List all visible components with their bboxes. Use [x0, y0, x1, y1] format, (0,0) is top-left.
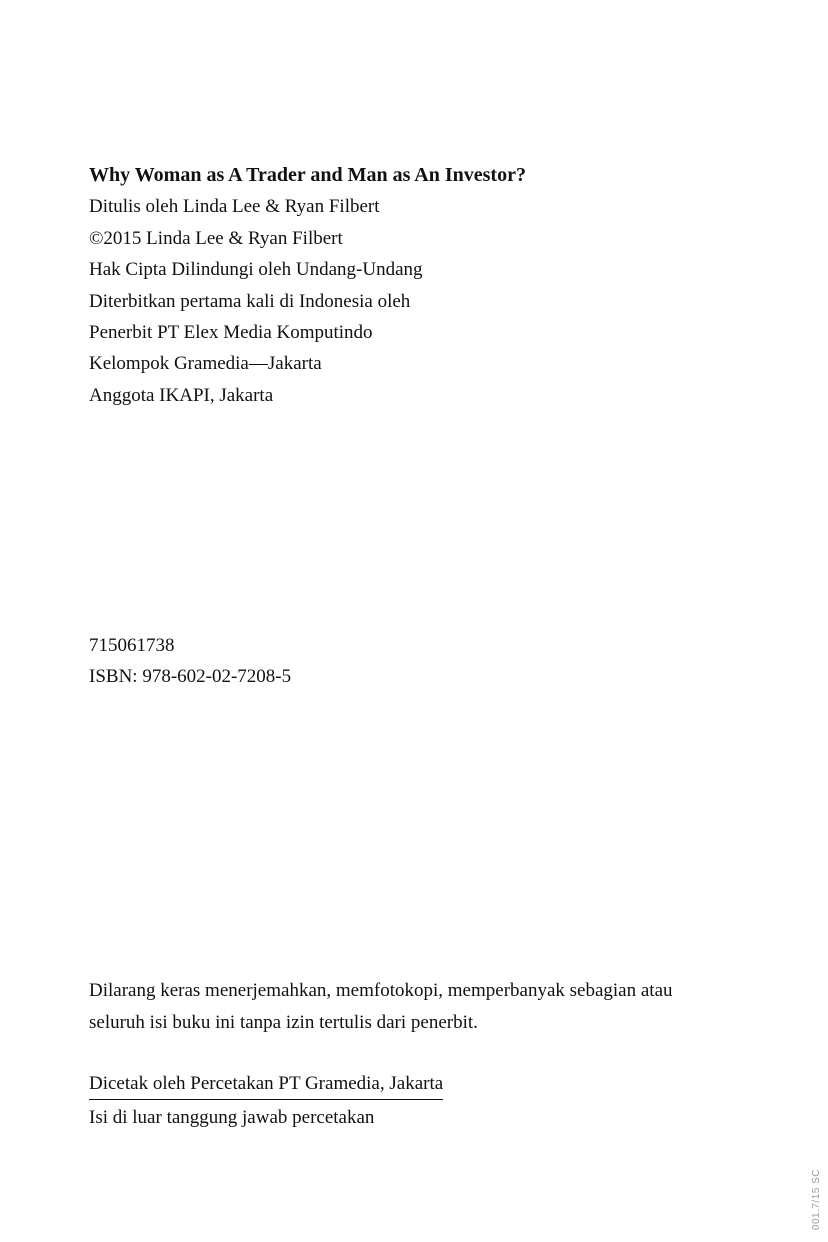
rights-line: Hak Cipta Dilindungi oleh Undang-Undang	[89, 259, 423, 281]
copyright-notice	[89, 975, 673, 1039]
notice-line-2: seluruh isi buku ini tanpa izin tertulis dari penerbit.	[89, 1012, 478, 1033]
first-published-line: Diterbitkan pertama kali di Indonesia oleh	[89, 290, 411, 312]
printer-block	[89, 1068, 443, 1133]
notice-line-1: Dilarang keras menerjemahkan, memfotokopi, memperbanyak sebagian atau	[89, 980, 673, 1001]
imprint-block	[89, 160, 526, 411]
side-print-code: 001.7/15 SC	[811, 1168, 822, 1230]
authors-line: Ditulis oleh Linda Lee & Ryan Filbert	[89, 196, 380, 218]
printed-by-line: Dicetak oleh Percetakan PT Gramedia, Jakarta	[89, 1070, 443, 1100]
publisher-group-line: Kelompok Gramedia—Jakarta	[89, 353, 322, 375]
isbn-line: ISBN: 978-602-02-7208-5	[89, 666, 292, 688]
catalog-number: 715061738	[89, 635, 175, 656]
book-title: Why Woman as A Trader and Man as An Investor?	[89, 164, 526, 186]
codes-block	[89, 630, 291, 693]
printer-disclaimer: Isi di luar tanggung jawab percetakan	[89, 1107, 375, 1128]
publisher-line: Penerbit PT Elex Media Komputindo	[89, 322, 373, 344]
copyright-line: ©2015 Linda Lee & Ryan Filbert	[89, 227, 343, 249]
ikapi-member-line: Anggota IKAPI, Jakarta	[89, 384, 274, 406]
